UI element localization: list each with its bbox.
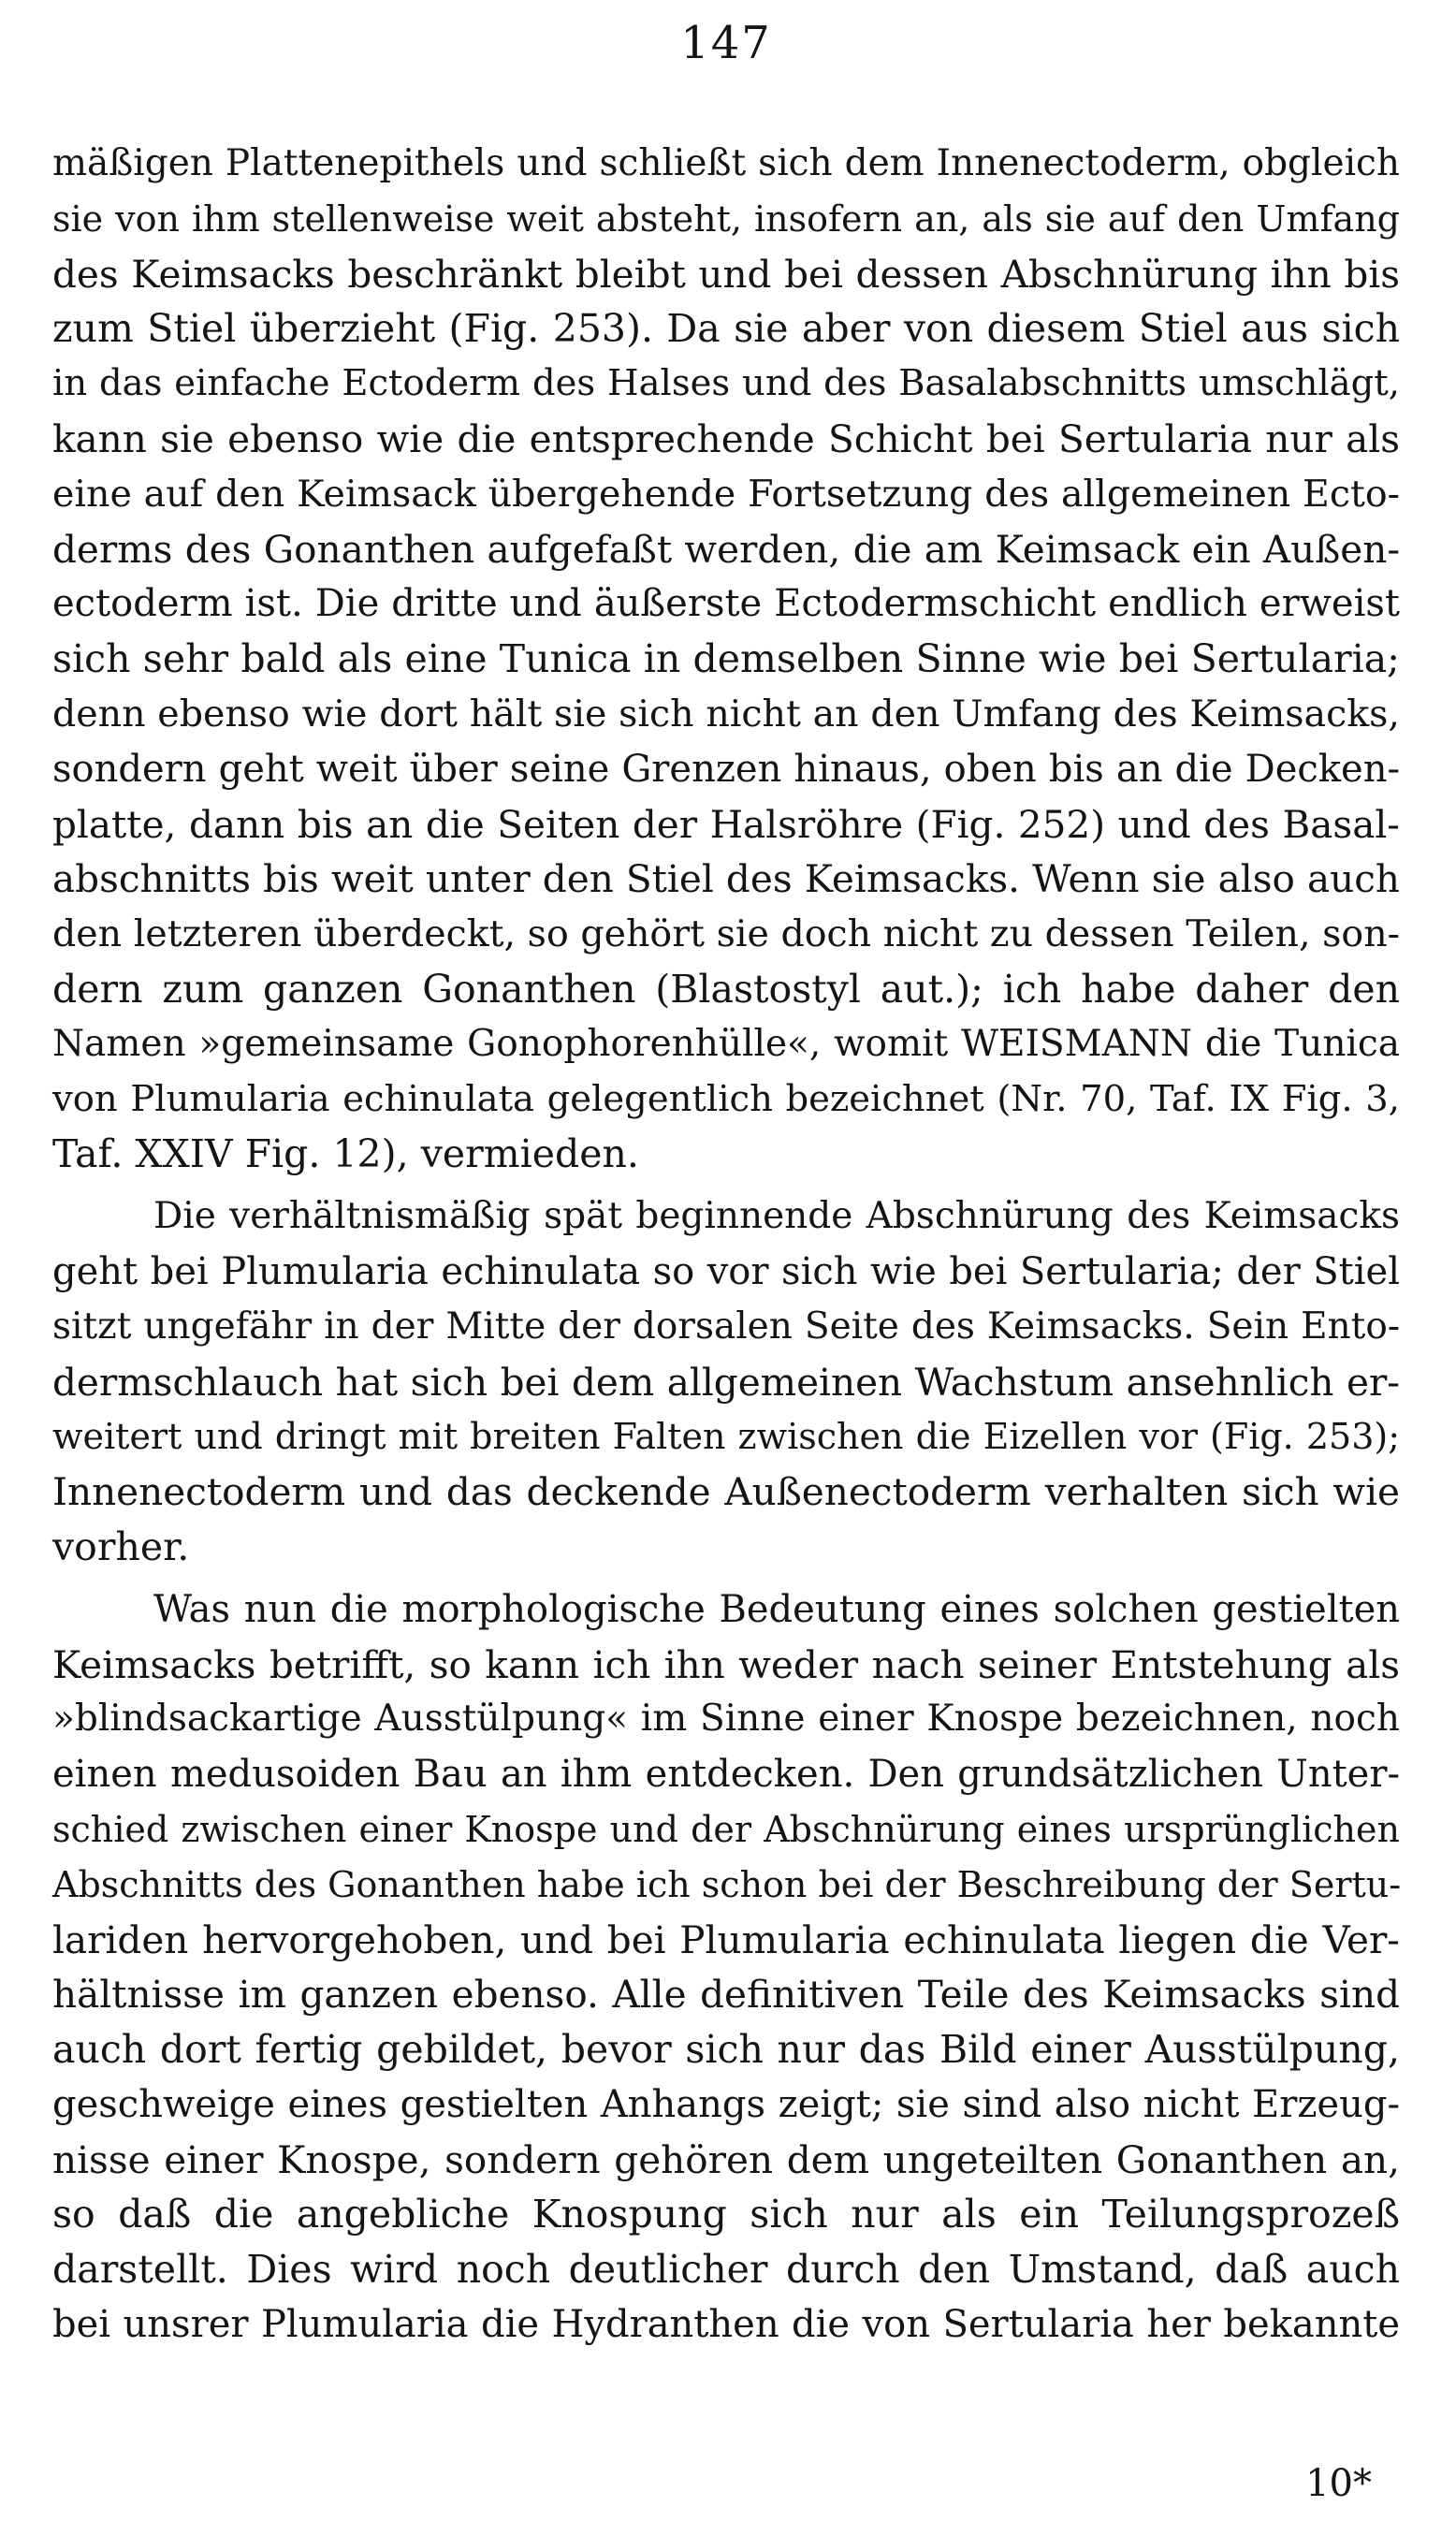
- text-line: Namen »gemeinsame Gonophorenhülle«, womit WEISMANN die Tunica: [52, 1022, 1400, 1065]
- text-line: zum Stiel überzieht (Fig. 253). Da sie aber von diesem Stiel aus sich: [52, 306, 1400, 352]
- text-line: weitert und dringt mit breiten Falten zwischen die Eizellen vor (Fig. 253);: [52, 1416, 1400, 1458]
- text-line: bei unsrer Plumularia die Hydranthen die von Sertularia her bekannte: [52, 2303, 1400, 2347]
- text-line: mäßigen Plattenepithels und schließt sich dem Innenectoderm, obgleich: [52, 142, 1400, 184]
- text-line: sich sehr bald als eine Tunica in demselben Sinne wie bei Sertularia;: [52, 636, 1400, 682]
- text-line: auch dort fertig gebildet, bevor sich nur das Bild einer Ausstülpung,: [52, 2027, 1400, 2073]
- paragraph-2: [52, 1189, 1400, 1575]
- text-line: von Plumularia echinulata gelegentlich bezeichnet (Nr. 70, Taf. IX Fig. 3,: [52, 1077, 1400, 1120]
- text-line: darstellt. Dies wird noch deutlicher durch den Umstand, daß auch: [52, 2247, 1400, 2293]
- text-line: vorher.: [52, 1523, 190, 1569]
- text-line: Innenectoderm und das deckende Außenectoderm verhalten sich wie: [52, 1469, 1400, 1515]
- text-line: den letzteren überdeckt, so gehört sie doch nicht zu dessen Teilen, son-: [52, 912, 1400, 956]
- text-line: sitzt ungefähr in der Mitte der dorsalen Seite des Keimsacks. Sein Ento-: [52, 1304, 1400, 1348]
- text-line: schied zwischen einer Knospe und der Abschnürung eines ursprünglichen: [52, 1808, 1400, 1850]
- text-line: so daß die angebliche Knospung sich nur als ein Teilungsprozeß: [52, 2192, 1400, 2237]
- text-line: lariden hervorgehoben, und bei Plumularia echinulata liegen die Ver-: [52, 1917, 1400, 1962]
- text-line: denn ebenso wie dort hält sie sich nicht an den Umfang des Keimsacks,: [52, 692, 1400, 736]
- text-line: hältnisse im ganzen ebenso. Alle definitiven Teile des Keimsacks sind: [52, 1972, 1400, 2018]
- text-line: platte, dann bis an die Seiten der Halsröhre (Fig. 252) und des Basal-: [52, 801, 1400, 847]
- paragraph-3: [52, 1582, 1400, 2353]
- paragraph-1: [52, 137, 1400, 1182]
- text-line: eine auf den Keimsack übergehende Fortsetzung des allgemeinen Ecto-: [52, 472, 1400, 516]
- text-line: Taf. XXIV Fig. 12), vermieden.: [52, 1131, 639, 1177]
- text-line: des Keimsacks beschränkt bleibt und bei dessen Abschnürung ihn bis: [52, 251, 1400, 297]
- text-line: »blindsackartige Ausstülpung« im Sinne einer Knospe bezeichnen, noch: [52, 1698, 1400, 1741]
- text-line: einen medusoiden Bau an ihm entdecken. Den grundsätzlichen Unter-: [52, 1753, 1400, 1797]
- text-line: dermschlauch hat sich bei dem allgemeinen Wachstum ansehnlich er-: [52, 1359, 1400, 1405]
- body-text: [52, 137, 1400, 2353]
- text-line: Keimsacks betrifft, so kann ich ihn weder nach seiner Entstehung als: [52, 1641, 1400, 1687]
- text-line: sie von ihm stellenweise weit absteht, insofern an, als sie auf den Umfang: [52, 197, 1400, 240]
- text-line: geschweige eines gestielten Anhangs zeigt; sie sind also nicht Erzeug-: [52, 2082, 1400, 2126]
- page-number: 147: [680, 17, 772, 69]
- text-line: ectoderm ist. Die dritte und äußerste Ectodermschicht endlich erweist: [52, 582, 1400, 626]
- signature-mark: 10*: [1305, 2462, 1372, 2505]
- text-line: abschnitts bis weit unter den Stiel des Keimsacks. Wenn sie also auch: [52, 856, 1400, 902]
- text-line: Die verhältnismäßig spät beginnende Abschnürung des Keimsacks: [153, 1195, 1400, 1238]
- document-page: [52, 17, 1400, 2515]
- text-line: Was nun die morphologische Bedeutung eines solchen gestielten: [153, 1587, 1400, 1631]
- text-line: derms des Gonanthen aufgefaßt werden, die am Keimsack ein Außen-: [52, 526, 1400, 572]
- text-line: nisse einer Knospe, sondern gehören dem ungeteilten Gonanthen an,: [52, 2136, 1400, 2182]
- text-line: in das einfache Ectoderm des Halses und des Basalabschnitts umschlägt,: [52, 362, 1400, 405]
- text-line: geht bei Plumularia echinulata so vor sich wie bei Sertularia; der Stiel: [52, 1249, 1400, 1293]
- text-line: kann sie ebenso wie die entsprechende Schicht bei Sertularia nur als: [52, 415, 1400, 461]
- text-line: dern zum ganzen Gonanthen (Blastostyl aut.); ich habe daher den: [52, 966, 1400, 1012]
- text-line: sondern geht weit über seine Grenzen hinaus, oben bis an die Decken-: [52, 747, 1400, 791]
- text-line: Abschnitts des Gonanthen habe ich schon bei der Beschreibung der Sertu-: [52, 1863, 1402, 1905]
